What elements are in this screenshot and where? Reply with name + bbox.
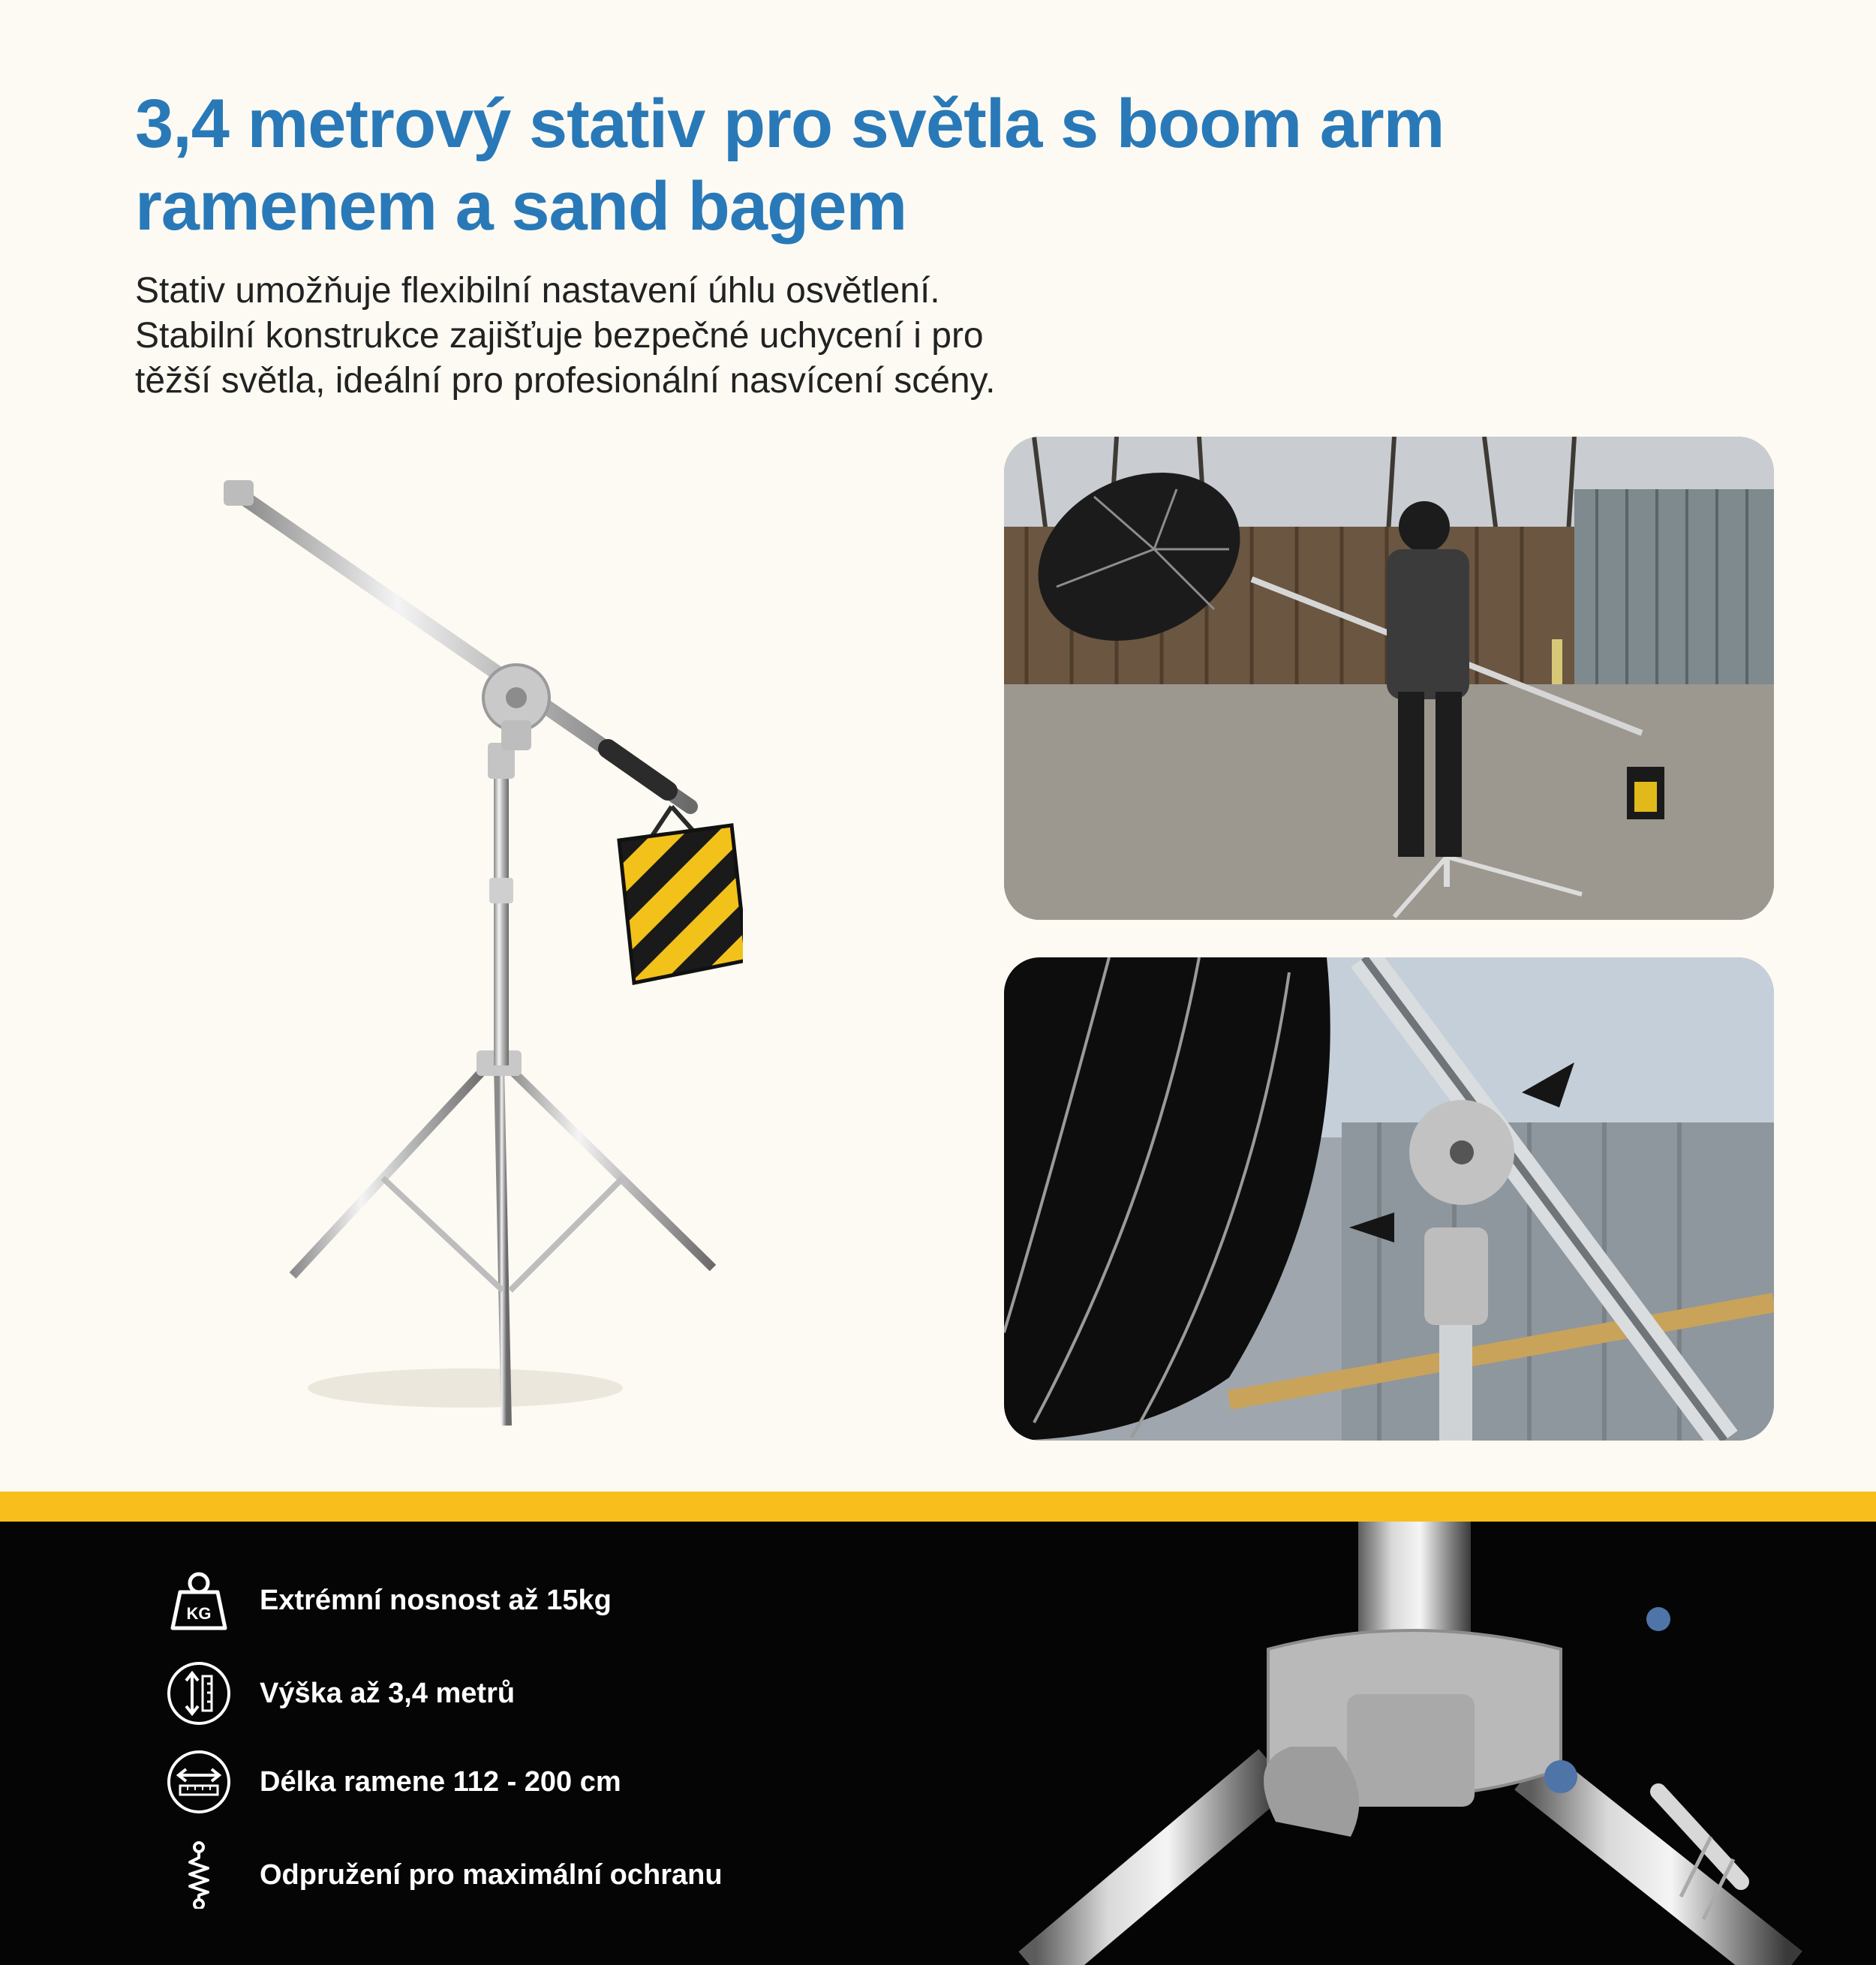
- feature-item-capacity: [165, 1567, 840, 1634]
- feature-item-suspension: [165, 1841, 840, 1909]
- photo-clamp-closeup: [1004, 957, 1774, 1441]
- product-stand-image: [218, 473, 743, 1456]
- feature-label: Výška až 3,4 metrů: [260, 1678, 516, 1709]
- spring-icon: [165, 1841, 233, 1909]
- feature-label: Extrémní nosnost až 15kg: [260, 1585, 612, 1616]
- svg-text:KG: KG: [186, 1604, 212, 1623]
- feature-label: Délka ramene 112 - 200 cm: [260, 1766, 621, 1798]
- weight-kg-icon: [165, 1567, 233, 1634]
- feature-panel: [0, 1522, 1876, 1965]
- accent-stripe: [0, 1492, 1876, 1522]
- arm-length-icon: [165, 1748, 233, 1816]
- page-title: 3,4 metrový stativ pro světla s boom arm ramenem a sand bagem: [135, 86, 1445, 245]
- feature-item-height: [165, 1660, 840, 1727]
- photo-outdoor-usage: [1004, 437, 1774, 920]
- product-description: Stativ umožňuje flexibilní nastavení úhlu osvětlení. Stabilní konstrukce zajišťuje bezpečné uchycení i pro těžší světla, ideální pro profesionální nasvícení scény.: [135, 271, 996, 401]
- height-icon: [165, 1660, 233, 1727]
- photo-leg-hub-closeup: [885, 1522, 1876, 1965]
- feature-label: Odpružení pro maximální ochranu: [260, 1859, 723, 1891]
- feature-item-arm-length: [165, 1748, 840, 1816]
